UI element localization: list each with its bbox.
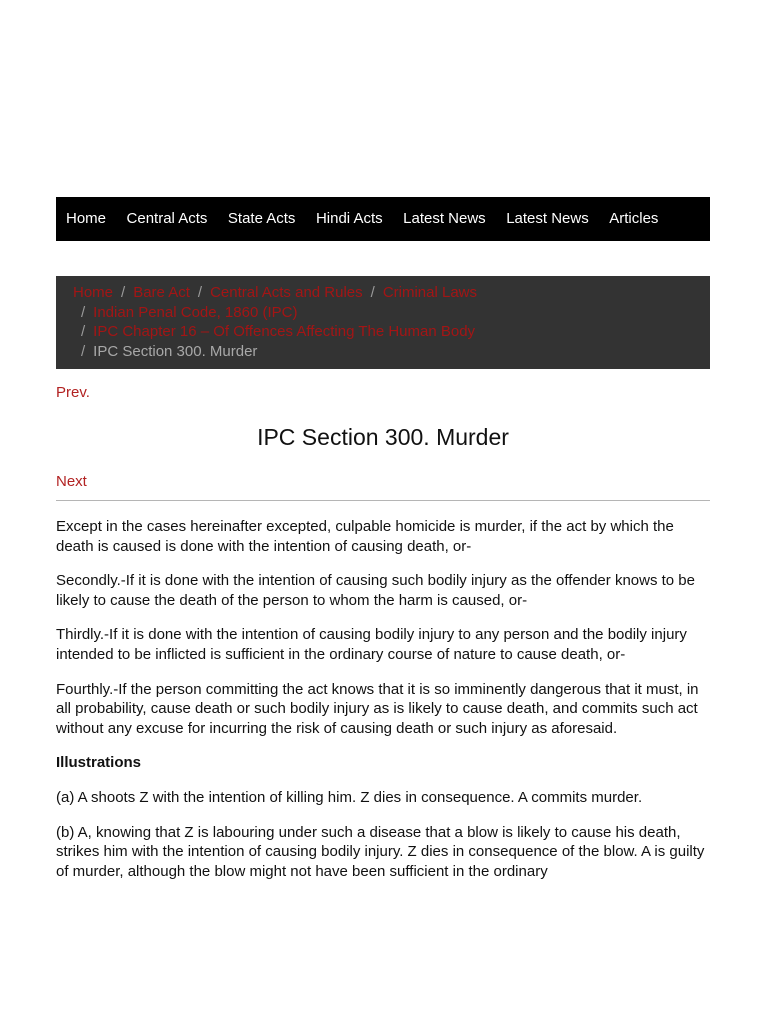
breadcrumb-bare-act[interactable]: Bare Act [133, 284, 190, 301]
breadcrumb-current: IPC Section 300. Murder [93, 342, 258, 360]
viewport-bottom [0, 922, 768, 1024]
breadcrumb-home[interactable]: Home [73, 284, 114, 301]
breadcrumb-separator: / [121, 284, 126, 301]
breadcrumb-central-acts[interactable]: Central Acts and Rules [210, 284, 363, 301]
breadcrumb-separator: / [81, 303, 86, 321]
article-body [56, 517, 714, 896]
nav-latest-news-2[interactable]: Latest News [506, 210, 589, 227]
paragraph: Secondly.-If it is done with the intention of causing such bodily injury as the offender knows to be likely to cause the death of the person to whom the harm is caused, or- [56, 572, 695, 609]
breadcrumb [56, 276, 710, 369]
prev-link[interactable]: Prev. [56, 384, 90, 401]
paragraph: Fourthly.-If the person committing the act knows that it is so imminently dangerous that it must, in all probability, cause death or such bodily injury as is likely to cause death, and commits such act without any excuse for incurring the risk of causing death or such injury as aforesaid. [56, 680, 699, 737]
nav-articles[interactable]: Articles [609, 210, 659, 227]
nav-central-acts[interactable]: Central Acts [126, 210, 208, 227]
illustration: (a) A shoots Z with the intention of killing him. Z dies in consequence. A commits murder. [56, 788, 643, 806]
breadcrumb-line [73, 283, 694, 303]
breadcrumb-separator: / [81, 323, 86, 340]
nav-hindi-acts[interactable]: Hindi Acts [315, 210, 383, 227]
illustrations-heading: Illustrations [56, 754, 142, 772]
nav-latest-news[interactable]: Latest News [403, 210, 486, 227]
breadcrumb-separator: / [370, 284, 375, 301]
paragraph: Except in the cases hereinafter excepted, culpable homicide is murder, if the act by which the death is caused is done with the intention of causing death, or- [56, 518, 674, 555]
breadcrumb-line [73, 303, 694, 323]
breadcrumb-separator: / [197, 284, 203, 301]
breadcrumb-ipc[interactable]: Indian Penal Code, 1860 (IPC) [93, 303, 298, 321]
breadcrumb-separator: / [81, 342, 86, 360]
page-title: IPC Section 300. Murder [257, 424, 509, 450]
nav-home[interactable]: Home [66, 210, 107, 227]
main-nav [56, 197, 710, 241]
paragraph: Thirdly.-If it is done with the intention of causing bodily injury to any person and the bodily injury intended to be inflicted is sufficient in the ordinary course of nature to cause death, or- [56, 626, 687, 663]
breadcrumb-chapter[interactable]: IPC Chapter 16 – Of Offences Affecting The Human Body [93, 323, 476, 340]
breadcrumb-line [73, 322, 694, 342]
breadcrumb-line [73, 342, 694, 362]
next-link[interactable]: Next [56, 473, 87, 490]
nav-state-acts[interactable]: State Acts [227, 210, 296, 227]
divider [56, 500, 710, 501]
breadcrumb-criminal-laws[interactable]: Criminal Laws [382, 284, 478, 301]
illustration: (b) A, knowing that Z is labouring under such a disease that a blow is likely to cause his death, strikes him with the intention of causing bodily injury. Z dies in consequence of the blow. A is guilty of murder, although the blow might not have been sufficient in the ordinary [56, 823, 705, 880]
